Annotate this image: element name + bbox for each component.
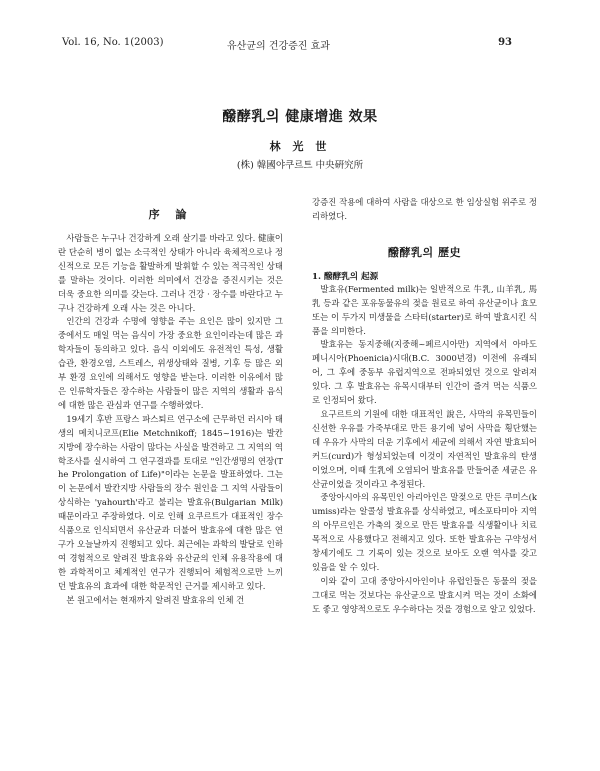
right-column <box>312 196 537 617</box>
running-title: 유산균의 건강증진 효과 <box>227 41 330 52</box>
section-heading-introduction: 序 論 <box>148 208 193 221</box>
paragraph: 이와 같이 고대 중앙아시아인이나 유럽인들은 동물의 젖을 그대로 먹는 것보다는 유산균으로 발효시켜 먹는 것이 소화에도 좋고 영양적으로도 우수하다는 것을 경험으로 알고 있었다. <box>312 575 537 614</box>
left-column <box>58 196 283 607</box>
section-heading-history: 醱酵乳의 歷史 <box>388 245 461 259</box>
page-number: 93 <box>498 37 512 48</box>
article-title: 醱酵乳의 健康增進 效果 <box>222 109 378 125</box>
subsection-heading-origin: 1. 醱酵乳의 起源 <box>312 271 379 282</box>
paragraph: 인간의 건강과 수명에 영향을 주는 요인은 많이 있지만 그 중에서도 매일 먹는 음식이 가장 중요한 요인이라는데 많은 과학자들이 동의하고 있다. 음식 이외에도 유전적인 특성, 생활습관, 환경오염, 스트레스, 위생상태와 질병, 기후 등 많은 외부 환경 요인에 의해서도 영향을 받는다. 이러한 이유에서 많은 인류학자들은 장수하는 사람들이 많은 지역의 생활과 음식에 대한 많은 관심과 연구를 수행하였다. <box>58 316 283 410</box>
journal-volume: Vol. 16, No. 1(2003) <box>62 37 164 48</box>
paragraph: 본 원고에서는 현재까지 알려진 발효유의 인체 건 <box>66 594 245 605</box>
author-affiliation: (株) 韓國야쿠르트 中央硏究所 <box>236 160 364 171</box>
author-name: 林 光 世 <box>269 140 331 153</box>
paragraph: 19세기 후반 프랑스 파스퇴르 연구소에 근무하던 러시아 태생의 메치니코프(Elie Metchnikoff; 1845~1916)는 발칸 지방에 장수하는 사람이 많다는 사실을 발견하고 그 지역의 역학조사를 실시하여 그 연구결과를 토대로 "인간생명의 연장(The Prolongation of Life)"이라는 논문을 발표하였다. 그는 이 논문에서 발칸지방 사람들의 장수 원인을 그 지역 사람들이 상식하는 'yahourth'라고 불리는 발효유(Bulgarian Milk) 때문이라고 주장하였다. 이로 인해 요쿠르트가 대표적인 장수식품으로 인식되면서 유산균과 더불어 발효유에 대한 많은 연구가 오늘날까지 진행되고 있다. 최근에는 과학의 발달로 인하여 경험적으로 알려진 발효유와 유산균의 인체 유용작용에 대한 과학적이고 체계적인 연구가 진행되어 체험적으로만 느끼던 발효유의 효과에 대한 학문적인 근거를 제시하고 있다. <box>58 413 283 591</box>
paragraph: 발효유(Fermented milk)는 일반적으로 牛乳, 山羊乳, 馬乳 등과 같은 포유동물유의 젖을 원료로 하여 유산균이나 효모 또는 이 두가지 미생물을 스타터(starter)로 하여 발효시킨 식품을 의미한다. <box>312 283 537 336</box>
paragraph-continuation: 강증진 작용에 대하여 사람을 대상으로 한 임상실험 위주로 정리하였다. <box>312 197 537 221</box>
paragraph: 요구르트의 기원에 대한 대표적인 說은, 사막의 유목민들이 신선한 우유를 가죽부대로 만든 용기에 넣어 사막을 횡단했는데 우유가 사막의 더운 기후에서 세균에 의해서 자연 발효되어 커드(curd)가 형성되었는데 이것이 자연적인 발효유의 탄생이었으며, 이때 生乳에 오염되어 발효유를 만들어준 세균은 유산균이었을 것이라고 추정된다. <box>312 408 537 489</box>
paragraph: 발효유는 동지중해(지중해~페르시아만) 지역에서 아마도 페니시아(Phoenicia)시대(B.C. 3000년경) 이전에 유래되어, 그 후에 중동부 유럽지역으로 전파되었던 것으로 알려져 있다. 그 후 발효유는 유목시대부터 인간이 즐겨 먹는 식품으로 인정되어 왔다. <box>312 339 537 406</box>
paragraph: 사람들은 누구나 건강하게 오래 살기를 바라고 있다. 健康이란 단순히 병이 없는 소극적인 상태가 아니라 육체적으로나 정신적으로 모든 기능을 활발하게 발휘할 수 있는 적극적인 상태를 말하는 것이다. 이러한 의미에서 건강을 증진시키는 것은 더욱 중요한 의미를 갖는다. 그러나 건강 · 장수를 바란다고 누구나 건강하게 오래 사는 것은 아니다. <box>58 233 283 313</box>
paragraph: 중앙아시아의 유목민인 아리아인은 말젖으로 만든 쿠미스(kumiss)라는 알콜성 발효유를 상식하였고, 메소포타미아 지역의 아무르인은 가축의 젖으로 만든 발효유를 식생활이나 치료 목적으로 사용했다고 전해지고 있다. 또한 발효유는 구약성서 창세기에도 그 기록이 있는 것으로 보아도 오랜 역사를 갖고 있음을 알 수 있다. <box>312 492 537 572</box>
